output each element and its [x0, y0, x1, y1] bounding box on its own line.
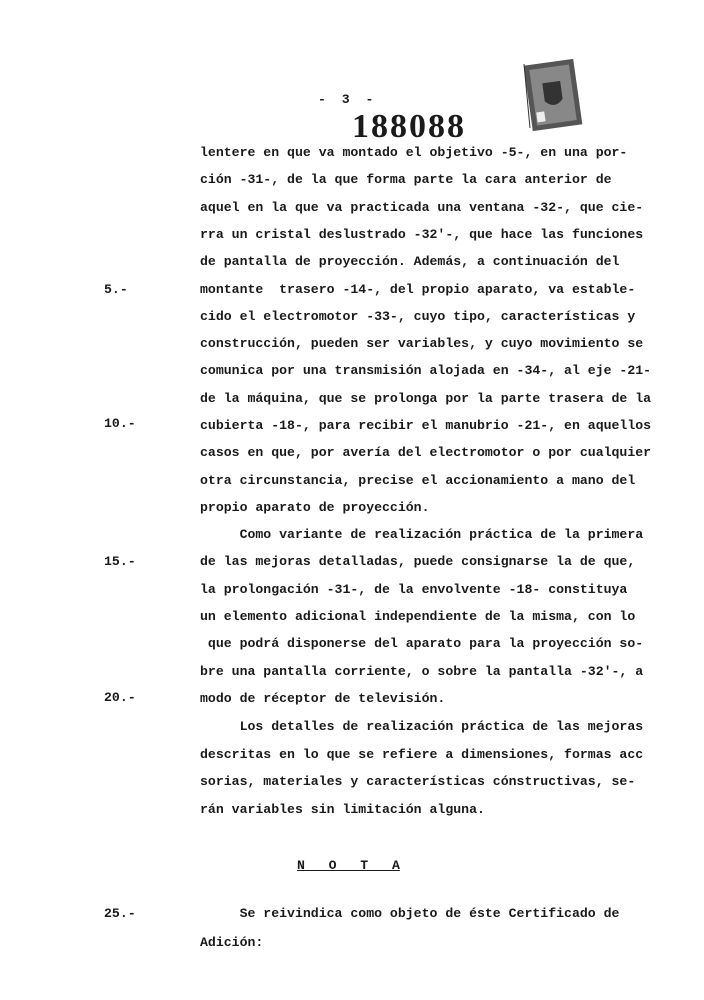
body-line: aquel en la que va practicada una ventana -32-, que cie-	[200, 199, 644, 215]
body-line: rra un cristal deslustrado -32'-, que hace las funciones	[200, 226, 644, 242]
body-line: Como variante de realización práctica de la primera	[200, 527, 644, 542]
body-line: de la máquina, que se prolonga por la parte trasera de la	[200, 390, 652, 406]
line-number: 15.-	[104, 554, 136, 569]
body-line: montante trasero -14-, del propio aparato, va estable-	[200, 281, 636, 297]
revenue-stamp-icon	[520, 58, 586, 132]
line-number: 10.-	[104, 416, 136, 431]
body-line: sorias, materiales y características cónstructivas, se-	[200, 774, 636, 789]
body-line: otra circunstancia, precise el accionamiento a mano del	[200, 472, 636, 488]
line-number: 5.-	[104, 282, 128, 297]
body-line: bre una pantalla corriente, o sobre la pantalla -32'-, a	[200, 663, 644, 679]
body-line: Los detalles de realización práctica de las mejoras	[200, 719, 644, 734]
body-line: casos en que, por avería del electromotor o por cualquier	[200, 445, 652, 461]
body-line: propio aparato de proyección.	[200, 499, 430, 515]
body-line: cido el electromotor -33-, cuyo tipo, características y	[200, 308, 636, 324]
body-line: descritas en lo que se refiere a dimensiones, formas acc	[200, 746, 644, 762]
line-number: 20.-	[104, 690, 136, 705]
claim-line: Se reivindica como objeto de éste Certificado de	[200, 906, 620, 921]
body-line: de pantalla de proyección. Además, a continuación del	[200, 254, 620, 270]
body-line: lentere en que va montado el objetivo -5-, en una por-	[200, 145, 628, 160]
body-line: ción -31-, de la que forma parte la cara anterior de	[200, 172, 612, 188]
body-line: cubierta -18-, para recibir el manubrio -21-, en aquellos	[200, 418, 652, 433]
body-line: la prolongación -31-, de la envolvente -18- constituya	[200, 581, 628, 597]
body-line: de las mejoras detalladas, puede consignarse la de que,	[200, 554, 636, 570]
body-line: comunica por una transmisión alojada en -34-, al eje -21-	[200, 363, 652, 379]
body-line: rán variables sin limitación alguna.	[200, 801, 485, 817]
claim-line: Adición:	[200, 935, 264, 950]
document-number: 188088	[352, 108, 466, 145]
body-line: construcción, pueden ser variables, y cuyo movimiento se	[200, 336, 644, 352]
body-line: que podrá disponerse del aparato para la proyección so-	[200, 636, 644, 652]
nota-heading: N O T A	[297, 858, 400, 873]
body-line: modo de réceptor de televisión.	[200, 690, 446, 706]
body-line: un elemento adicional independiente de la misma, con lo	[200, 608, 636, 624]
line-number: 25.-	[104, 906, 136, 921]
page-number: - 3 -	[318, 92, 374, 107]
